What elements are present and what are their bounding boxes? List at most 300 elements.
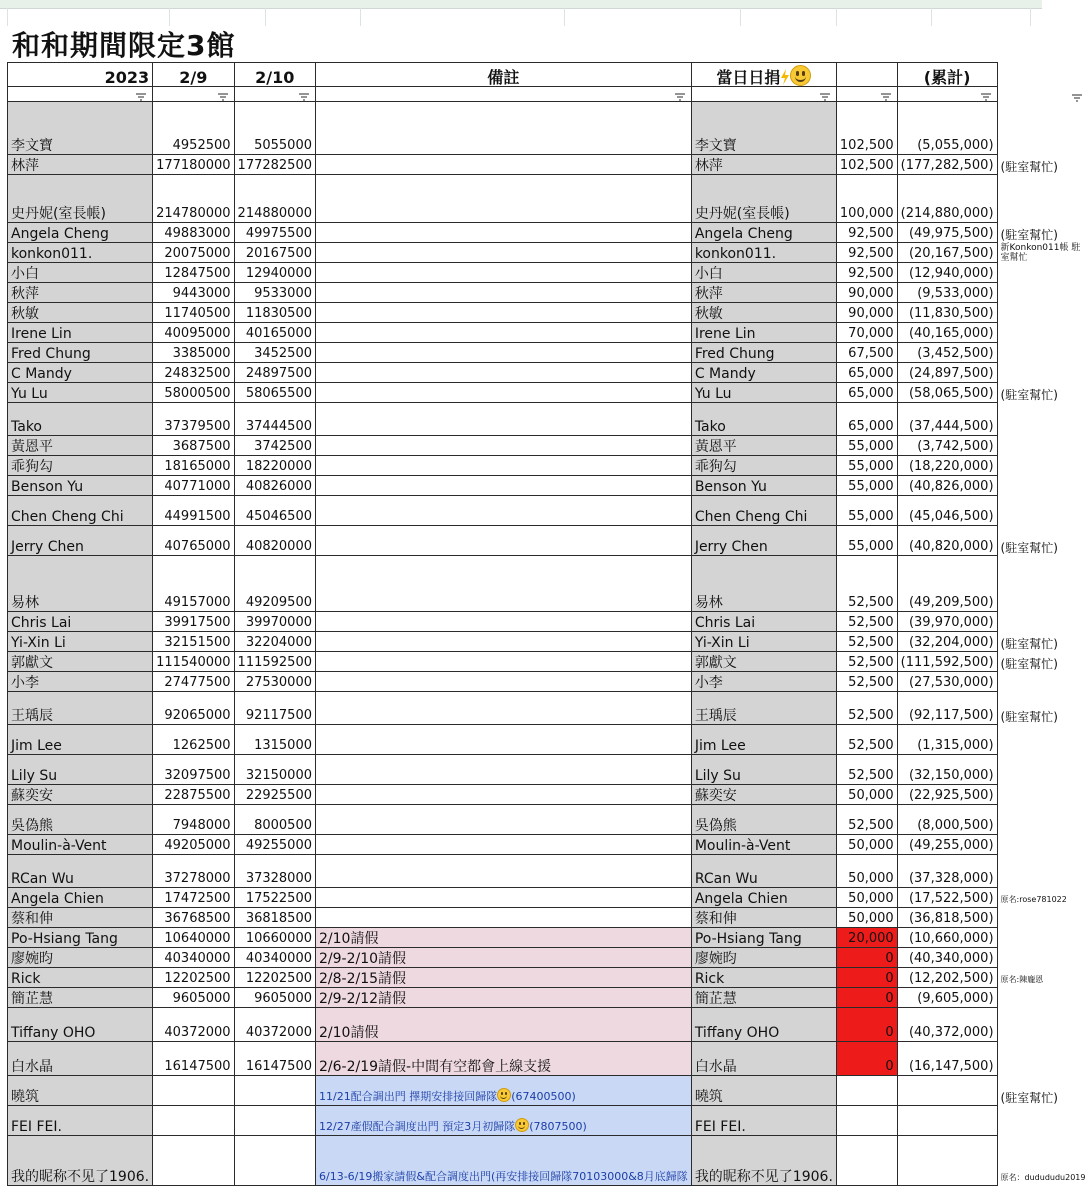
note-cell[interactable] (316, 785, 692, 805)
note-cell[interactable] (316, 835, 692, 855)
daily-donation-cell[interactable]: 92,500 (836, 263, 897, 283)
member-name-cell[interactable]: 林萍 (8, 155, 153, 175)
value-2-9-cell[interactable]: 22875500 (153, 785, 234, 805)
daily-donation-cell[interactable]: 92,500 (836, 223, 897, 243)
daily-donation-cell[interactable]: 52,500 (836, 725, 897, 755)
member-name-cell[interactable]: C Mandy (8, 363, 153, 383)
member-name-cell[interactable]: Yi-Xin Li (8, 632, 153, 652)
cumulative-total-cell[interactable] (897, 1106, 997, 1136)
value-2-10-cell[interactable]: 1315000 (234, 725, 315, 755)
daily-donation-cell[interactable] (836, 1076, 897, 1106)
member-name-cell[interactable]: Irene Lin (8, 323, 153, 343)
value-2-10-cell[interactable]: 40372000 (234, 1008, 315, 1042)
cumulative-total-cell[interactable]: (3,742,500) (897, 436, 997, 456)
value-2-10-cell[interactable]: 40165000 (234, 323, 315, 343)
note-cell[interactable]: 2/8-2/15請假 (316, 968, 692, 988)
filter-icon[interactable] (881, 93, 891, 101)
note-cell[interactable] (316, 888, 692, 908)
cumulative-total-cell[interactable]: (40,165,000) (897, 323, 997, 343)
cumulative-total-cell[interactable]: (45,046,500) (897, 496, 997, 526)
cumulative-total-cell[interactable]: (12,202,500) (897, 968, 997, 988)
note-cell[interactable]: 2/6-2/19請假-中間有空都會上線支援 (316, 1042, 692, 1076)
value-2-10-cell[interactable]: 5055000 (234, 102, 315, 155)
cumulative-total-cell[interactable]: (111,592,500) (897, 652, 997, 672)
daily-donation-cell[interactable]: 100,000 (836, 175, 897, 223)
note-cell[interactable] (316, 263, 692, 283)
daily-donation-cell[interactable]: 50,000 (836, 855, 897, 888)
cumulative-total-cell[interactable]: (37,328,000) (897, 855, 997, 888)
member-name-cell[interactable]: 小白 (8, 263, 153, 283)
note-cell[interactable] (316, 612, 692, 632)
value-2-9-cell[interactable] (153, 1076, 234, 1106)
header-daily[interactable] (691, 63, 836, 87)
note-cell[interactable] (316, 436, 692, 456)
cumulative-total-cell[interactable]: (58,065,500) (897, 383, 997, 403)
note-cell[interactable]: 2/9-2/12請假 (316, 988, 692, 1008)
value-2-10-cell[interactable]: 27530000 (234, 672, 315, 692)
note-cell[interactable] (316, 175, 692, 223)
cumulative-total-cell[interactable]: (92,117,500) (897, 692, 997, 725)
note-cell[interactable] (316, 476, 692, 496)
daily-donation-cell[interactable]: 0 (836, 968, 897, 988)
member-name-cell-2[interactable]: 蔡和伸 (691, 908, 836, 928)
filter-icon[interactable] (675, 93, 685, 101)
cumulative-total-cell[interactable]: (40,372,000) (897, 1008, 997, 1042)
value-2-10-cell[interactable]: 36818500 (234, 908, 315, 928)
member-name-cell-2[interactable]: Po-Hsiang Tang (691, 928, 836, 948)
value-2-10-cell[interactable]: 3452500 (234, 343, 315, 363)
note-cell[interactable] (316, 1076, 692, 1106)
member-name-cell-2[interactable]: Moulin-à-Vent (691, 835, 836, 855)
value-2-9-cell[interactable]: 40771000 (153, 476, 234, 496)
value-2-10-cell[interactable]: 16147500 (234, 1042, 315, 1076)
value-2-9-cell[interactable]: 92065000 (153, 692, 234, 725)
member-name-cell-2[interactable]: RCan Wu (691, 855, 836, 888)
member-name-cell-2[interactable]: Lily Su (691, 755, 836, 785)
filter-icon[interactable] (136, 93, 146, 101)
note-cell[interactable] (316, 223, 692, 243)
value-2-9-cell[interactable]: 44991500 (153, 496, 234, 526)
filter-icon[interactable] (299, 93, 309, 101)
daily-donation-cell[interactable]: 0 (836, 1042, 897, 1076)
value-2-9-cell[interactable]: 27477500 (153, 672, 234, 692)
member-name-cell-2[interactable]: konkon011. (691, 243, 836, 263)
member-name-cell[interactable]: Jim Lee (8, 725, 153, 755)
note-cell[interactable] (316, 755, 692, 785)
daily-donation-cell[interactable]: 55,000 (836, 526, 897, 556)
header-year[interactable]: 2023 (8, 63, 153, 87)
member-name-cell[interactable]: Rick (8, 968, 153, 988)
member-name-cell-2[interactable]: 廖婉昀 (691, 948, 836, 968)
note-cell[interactable]: 6/13-6/19搬家請假&配合調度出門(再安排接回歸隊70103000&8月底歸隊 (316, 1136, 692, 1186)
member-name-cell-2[interactable]: Yu Lu (691, 383, 836, 403)
member-name-cell-2[interactable]: Chris Lai (691, 612, 836, 632)
cumulative-total-cell[interactable]: (24,897,500) (897, 363, 997, 383)
note-cell[interactable]: 2/9-2/10請假 (316, 948, 692, 968)
member-name-cell-2[interactable]: 易林 (691, 556, 836, 612)
value-2-9-cell[interactable]: 4952500 (153, 102, 234, 155)
note-cell[interactable]: 2/10請假 (316, 1008, 692, 1042)
value-2-9-cell[interactable]: 20075000 (153, 243, 234, 263)
member-name-cell[interactable]: 郭獻文 (8, 652, 153, 672)
daily-donation-cell[interactable]: 52,500 (836, 692, 897, 725)
value-2-10-cell[interactable]: 49209500 (234, 556, 315, 612)
note-cell[interactable] (316, 403, 692, 436)
value-2-9-cell[interactable] (153, 1136, 234, 1186)
value-2-10-cell[interactable]: 10660000 (234, 928, 315, 948)
value-2-9-cell[interactable]: 18165000 (153, 456, 234, 476)
note-cell[interactable] (316, 1106, 692, 1136)
member-name-cell[interactable]: 易林 (8, 556, 153, 612)
value-2-10-cell[interactable] (234, 1076, 315, 1106)
value-2-9-cell[interactable]: 111540000 (153, 652, 234, 672)
note-cell[interactable] (316, 343, 692, 363)
cumulative-total-cell[interactable]: (9,533,000) (897, 283, 997, 303)
cumulative-total-cell[interactable]: (9,605,000) (897, 988, 997, 1008)
note-cell[interactable] (316, 243, 692, 263)
value-2-9-cell[interactable]: 37379500 (153, 403, 234, 436)
cumulative-total-cell[interactable]: (27,530,000) (897, 672, 997, 692)
member-name-cell-2[interactable]: Rick (691, 968, 836, 988)
cumulative-total-cell[interactable]: (39,970,000) (897, 612, 997, 632)
member-name-cell[interactable]: 王瑀辰 (8, 692, 153, 725)
header-date-1[interactable]: 2/9 (153, 63, 234, 87)
member-name-cell-2[interactable]: C Mandy (691, 363, 836, 383)
cumulative-total-cell[interactable]: (49,255,000) (897, 835, 997, 855)
daily-donation-cell[interactable]: 0 (836, 948, 897, 968)
value-2-10-cell[interactable]: 39970000 (234, 612, 315, 632)
daily-donation-cell[interactable]: 92,500 (836, 243, 897, 263)
note-cell[interactable] (316, 102, 692, 155)
value-2-9-cell[interactable]: 12202500 (153, 968, 234, 988)
value-2-9-cell[interactable]: 40340000 (153, 948, 234, 968)
member-name-cell-2[interactable]: Fred Chung (691, 343, 836, 363)
value-2-10-cell[interactable]: 17522500 (234, 888, 315, 908)
member-name-cell-2[interactable]: 吳偽熊 (691, 805, 836, 835)
cumulative-total-cell[interactable]: (22,925,500) (897, 785, 997, 805)
member-name-cell-2[interactable]: 蘇奕安 (691, 785, 836, 805)
member-name-cell[interactable]: Chen Cheng Chi (8, 496, 153, 526)
daily-donation-cell[interactable]: 52,500 (836, 672, 897, 692)
value-2-9-cell[interactable]: 36768500 (153, 908, 234, 928)
member-name-cell[interactable]: 我的昵称不见了1906. (8, 1136, 153, 1186)
member-name-cell[interactable]: 蔡和伸 (8, 908, 153, 928)
cumulative-total-cell[interactable]: (17,522,500) (897, 888, 997, 908)
member-name-cell[interactable]: Jerry Chen (8, 526, 153, 556)
daily-donation-cell[interactable]: 0 (836, 1008, 897, 1042)
value-2-9-cell[interactable]: 39917500 (153, 612, 234, 632)
member-name-cell[interactable]: konkon011. (8, 243, 153, 263)
member-name-cell[interactable]: Moulin-à-Vent (8, 835, 153, 855)
value-2-10-cell[interactable]: 40820000 (234, 526, 315, 556)
value-2-10-cell[interactable]: 37444500 (234, 403, 315, 436)
value-2-9-cell[interactable]: 3385000 (153, 343, 234, 363)
daily-donation-cell[interactable]: 52,500 (836, 632, 897, 652)
member-name-cell-2[interactable]: Tiffany OHO (691, 1008, 836, 1042)
value-2-10-cell[interactable]: 32204000 (234, 632, 315, 652)
value-2-9-cell[interactable] (153, 1106, 234, 1136)
value-2-10-cell[interactable]: 8000500 (234, 805, 315, 835)
value-2-9-cell[interactable]: 49883000 (153, 223, 234, 243)
member-name-cell[interactable]: 廖婉昀 (8, 948, 153, 968)
header-date-2[interactable]: 2/10 (234, 63, 315, 87)
member-name-cell-2[interactable]: 曉筑 (691, 1076, 836, 1106)
value-2-10-cell[interactable]: 9533000 (234, 283, 315, 303)
value-2-9-cell[interactable]: 10640000 (153, 928, 234, 948)
cumulative-total-cell[interactable]: (20,167,500) (897, 243, 997, 263)
member-name-cell-2[interactable]: 秋敏 (691, 303, 836, 323)
member-name-cell-2[interactable]: Angela Cheng (691, 223, 836, 243)
value-2-9-cell[interactable]: 3687500 (153, 436, 234, 456)
member-name-cell-2[interactable]: 李文寶 (691, 102, 836, 155)
member-name-cell[interactable]: Benson Yu (8, 476, 153, 496)
note-cell[interactable] (316, 805, 692, 835)
member-name-cell-2[interactable]: Yi-Xin Li (691, 632, 836, 652)
daily-donation-cell[interactable]: 65,000 (836, 363, 897, 383)
daily-donation-cell[interactable]: 65,000 (836, 383, 897, 403)
member-name-cell-2[interactable]: 我的昵称不见了1906. (691, 1136, 836, 1186)
value-2-10-cell[interactable]: 32150000 (234, 755, 315, 785)
note-cell[interactable] (316, 155, 692, 175)
daily-donation-cell[interactable] (836, 1106, 897, 1136)
cumulative-total-cell[interactable] (897, 1076, 997, 1106)
value-2-10-cell[interactable]: 49975500 (234, 223, 315, 243)
note-cell[interactable] (316, 556, 692, 612)
member-name-cell-2[interactable]: 林萍 (691, 155, 836, 175)
value-2-10-cell[interactable]: 40340000 (234, 948, 315, 968)
member-name-cell-2[interactable]: Angela Chien (691, 888, 836, 908)
value-2-10-cell[interactable]: 18220000 (234, 456, 315, 476)
cumulative-total-cell[interactable]: (37,444,500) (897, 403, 997, 436)
daily-donation-cell[interactable]: 52,500 (836, 612, 897, 632)
member-name-cell-2[interactable]: FEI FEI. (691, 1106, 836, 1136)
daily-donation-cell[interactable]: 52,500 (836, 652, 897, 672)
note-cell[interactable] (316, 672, 692, 692)
member-name-cell-2[interactable]: Jim Lee (691, 725, 836, 755)
member-name-cell-2[interactable]: 小白 (691, 263, 836, 283)
note-cell[interactable] (316, 383, 692, 403)
daily-donation-cell[interactable]: 102,500 (836, 155, 897, 175)
value-2-9-cell[interactable]: 214780000 (153, 175, 234, 223)
value-2-10-cell[interactable]: 40826000 (234, 476, 315, 496)
value-2-10-cell[interactable]: 177282500 (234, 155, 315, 175)
daily-donation-cell[interactable]: 65,000 (836, 403, 897, 436)
member-name-cell-2[interactable]: Jerry Chen (691, 526, 836, 556)
note-cell[interactable] (316, 855, 692, 888)
value-2-9-cell[interactable]: 16147500 (153, 1042, 234, 1076)
value-2-9-cell[interactable]: 37278000 (153, 855, 234, 888)
member-name-cell[interactable]: 史丹妮(室長帳) (8, 175, 153, 223)
cumulative-total-cell[interactable]: (3,452,500) (897, 343, 997, 363)
daily-donation-cell[interactable]: 50,000 (836, 908, 897, 928)
daily-donation-cell[interactable]: 55,000 (836, 456, 897, 476)
note-cell[interactable] (316, 303, 692, 323)
cumulative-total-cell[interactable]: (18,220,000) (897, 456, 997, 476)
value-2-10-cell[interactable]: 58065500 (234, 383, 315, 403)
value-2-10-cell[interactable]: 49255000 (234, 835, 315, 855)
member-name-cell-2[interactable]: 白水晶 (691, 1042, 836, 1076)
member-name-cell[interactable]: 黃恩平 (8, 436, 153, 456)
value-2-10-cell[interactable]: 12940000 (234, 263, 315, 283)
value-2-10-cell[interactable]: 24897500 (234, 363, 315, 383)
member-name-cell[interactable]: 乖狗勾 (8, 456, 153, 476)
cumulative-total-cell[interactable]: (214,880,000) (897, 175, 997, 223)
cumulative-total-cell[interactable]: (1,315,000) (897, 725, 997, 755)
daily-donation-cell[interactable]: 102,500 (836, 102, 897, 155)
daily-donation-cell[interactable]: 55,000 (836, 496, 897, 526)
value-2-10-cell[interactable]: 12202500 (234, 968, 315, 988)
value-2-9-cell[interactable]: 17472500 (153, 888, 234, 908)
cumulative-total-cell[interactable]: (11,830,500) (897, 303, 997, 323)
member-name-cell[interactable]: 簡芷慧 (8, 988, 153, 1008)
value-2-9-cell[interactable]: 11740500 (153, 303, 234, 323)
member-name-cell[interactable]: Angela Cheng (8, 223, 153, 243)
value-2-10-cell[interactable]: 45046500 (234, 496, 315, 526)
value-2-10-cell[interactable]: 92117500 (234, 692, 315, 725)
note-cell[interactable] (316, 526, 692, 556)
value-2-9-cell[interactable]: 40372000 (153, 1008, 234, 1042)
note-cell[interactable] (316, 725, 692, 755)
note-cell[interactable] (316, 456, 692, 476)
member-name-cell[interactable]: Tiffany OHO (8, 1008, 153, 1042)
note-cell[interactable] (316, 908, 692, 928)
daily-donation-cell[interactable]: 55,000 (836, 436, 897, 456)
member-name-cell-2[interactable]: Irene Lin (691, 323, 836, 343)
member-name-cell[interactable]: Yu Lu (8, 383, 153, 403)
note-cell[interactable] (316, 283, 692, 303)
daily-donation-cell[interactable]: 52,500 (836, 805, 897, 835)
note-cell[interactable]: 2/10請假 (316, 928, 692, 948)
member-name-cell[interactable]: 白水晶 (8, 1042, 153, 1076)
note-cell[interactable] (316, 632, 692, 652)
cumulative-total-cell[interactable]: (32,204,000) (897, 632, 997, 652)
value-2-9-cell[interactable]: 24832500 (153, 363, 234, 383)
daily-donation-cell[interactable]: 90,000 (836, 303, 897, 323)
note-cell[interactable] (316, 496, 692, 526)
daily-donation-cell[interactable]: 52,500 (836, 755, 897, 785)
cumulative-total-cell[interactable]: (40,826,000) (897, 476, 997, 496)
header-note[interactable]: 備註 (316, 63, 692, 87)
member-name-cell[interactable]: 秋敏 (8, 303, 153, 323)
daily-donation-cell[interactable]: 50,000 (836, 785, 897, 805)
member-name-cell-2[interactable]: Chen Cheng Chi (691, 496, 836, 526)
member-name-cell-2[interactable]: 史丹妮(室長帳) (691, 175, 836, 223)
cumulative-total-cell[interactable]: (40,820,000) (897, 526, 997, 556)
cumulative-total-cell[interactable]: (177,282,500) (897, 155, 997, 175)
member-name-cell[interactable]: 李文寶 (8, 102, 153, 155)
member-name-cell[interactable]: 小李 (8, 672, 153, 692)
daily-donation-cell[interactable]: 67,500 (836, 343, 897, 363)
value-2-10-cell[interactable] (234, 1106, 315, 1136)
member-name-cell[interactable]: Lily Su (8, 755, 153, 785)
member-name-cell-2[interactable]: Tako (691, 403, 836, 436)
value-2-9-cell[interactable]: 49205000 (153, 835, 234, 855)
member-name-cell[interactable]: Tako (8, 403, 153, 436)
note-cell[interactable] (316, 692, 692, 725)
filter-icon[interactable] (1072, 94, 1082, 102)
value-2-9-cell[interactable]: 32097500 (153, 755, 234, 785)
value-2-9-cell[interactable]: 1262500 (153, 725, 234, 755)
member-name-cell-2[interactable]: 乖狗勾 (691, 456, 836, 476)
member-name-cell-2[interactable]: 王瑀辰 (691, 692, 836, 725)
value-2-10-cell[interactable]: 37328000 (234, 855, 315, 888)
cumulative-total-cell[interactable]: (12,940,000) (897, 263, 997, 283)
member-name-cell-2[interactable]: 郭獻文 (691, 652, 836, 672)
header-total[interactable]: (累計) (897, 63, 997, 87)
cumulative-total-cell[interactable]: (36,818,500) (897, 908, 997, 928)
value-2-10-cell[interactable]: 22925500 (234, 785, 315, 805)
filter-icon[interactable] (981, 93, 991, 101)
value-2-10-cell[interactable] (234, 1136, 315, 1186)
member-name-cell[interactable]: 吳偽熊 (8, 805, 153, 835)
member-name-cell[interactable]: Po-Hsiang Tang (8, 928, 153, 948)
value-2-9-cell[interactable]: 177180000 (153, 155, 234, 175)
cumulative-total-cell[interactable]: (10,660,000) (897, 928, 997, 948)
value-2-9-cell[interactable]: 32151500 (153, 632, 234, 652)
value-2-10-cell[interactable]: 111592500 (234, 652, 315, 672)
value-2-9-cell[interactable]: 9605000 (153, 988, 234, 1008)
value-2-9-cell[interactable]: 58000500 (153, 383, 234, 403)
daily-donation-cell[interactable]: 52,500 (836, 556, 897, 612)
value-2-9-cell[interactable]: 9443000 (153, 283, 234, 303)
member-name-cell-2[interactable]: 小李 (691, 672, 836, 692)
value-2-9-cell[interactable]: 40095000 (153, 323, 234, 343)
daily-donation-cell[interactable]: 0 (836, 988, 897, 1008)
daily-donation-cell[interactable]: 55,000 (836, 476, 897, 496)
value-2-10-cell[interactable]: 3742500 (234, 436, 315, 456)
cumulative-total-cell[interactable]: (8,000,500) (897, 805, 997, 835)
value-2-10-cell[interactable]: 11830500 (234, 303, 315, 323)
member-name-cell-2[interactable]: Benson Yu (691, 476, 836, 496)
member-name-cell-2[interactable]: 秋萍 (691, 283, 836, 303)
daily-donation-cell[interactable]: 50,000 (836, 835, 897, 855)
cumulative-total-cell[interactable]: (40,340,000) (897, 948, 997, 968)
member-name-cell[interactable]: 曉筑 (8, 1076, 153, 1106)
daily-donation-cell[interactable]: 90,000 (836, 283, 897, 303)
cumulative-total-cell[interactable]: (5,055,000) (897, 102, 997, 155)
value-2-9-cell[interactable]: 12847500 (153, 263, 234, 283)
value-2-9-cell[interactable]: 49157000 (153, 556, 234, 612)
value-2-9-cell[interactable]: 40765000 (153, 526, 234, 556)
member-name-cell[interactable]: 秋萍 (8, 283, 153, 303)
member-name-cell[interactable]: FEI FEI. (8, 1106, 153, 1136)
member-name-cell[interactable]: Angela Chien (8, 888, 153, 908)
note-cell[interactable] (316, 363, 692, 383)
value-2-10-cell[interactable]: 214880000 (234, 175, 315, 223)
note-cell[interactable] (316, 323, 692, 343)
value-2-10-cell[interactable]: 20167500 (234, 243, 315, 263)
daily-donation-cell[interactable] (836, 1136, 897, 1186)
cumulative-total-cell[interactable]: (49,975,500) (897, 223, 997, 243)
daily-donation-cell[interactable]: 20,000 (836, 928, 897, 948)
cumulative-total-cell[interactable]: (32,150,000) (897, 755, 997, 785)
value-2-9-cell[interactable]: 7948000 (153, 805, 234, 835)
member-name-cell[interactable]: Fred Chung (8, 343, 153, 363)
filter-icon[interactable] (218, 93, 228, 101)
member-name-cell-2[interactable]: 簡芷慧 (691, 988, 836, 1008)
value-2-10-cell[interactable]: 9605000 (234, 988, 315, 1008)
member-name-cell[interactable]: RCan Wu (8, 855, 153, 888)
member-name-cell[interactable]: Chris Lai (8, 612, 153, 632)
cumulative-total-cell[interactable] (897, 1136, 997, 1186)
filter-icon[interactable] (820, 93, 830, 101)
cumulative-total-cell[interactable]: (16,147,500) (897, 1042, 997, 1076)
daily-donation-cell[interactable]: 50,000 (836, 888, 897, 908)
daily-donation-cell[interactable]: 70,000 (836, 323, 897, 343)
member-name-cell-2[interactable]: 黃恩平 (691, 436, 836, 456)
member-name-cell[interactable]: 蘇奕安 (8, 785, 153, 805)
note-cell[interactable] (316, 652, 692, 672)
